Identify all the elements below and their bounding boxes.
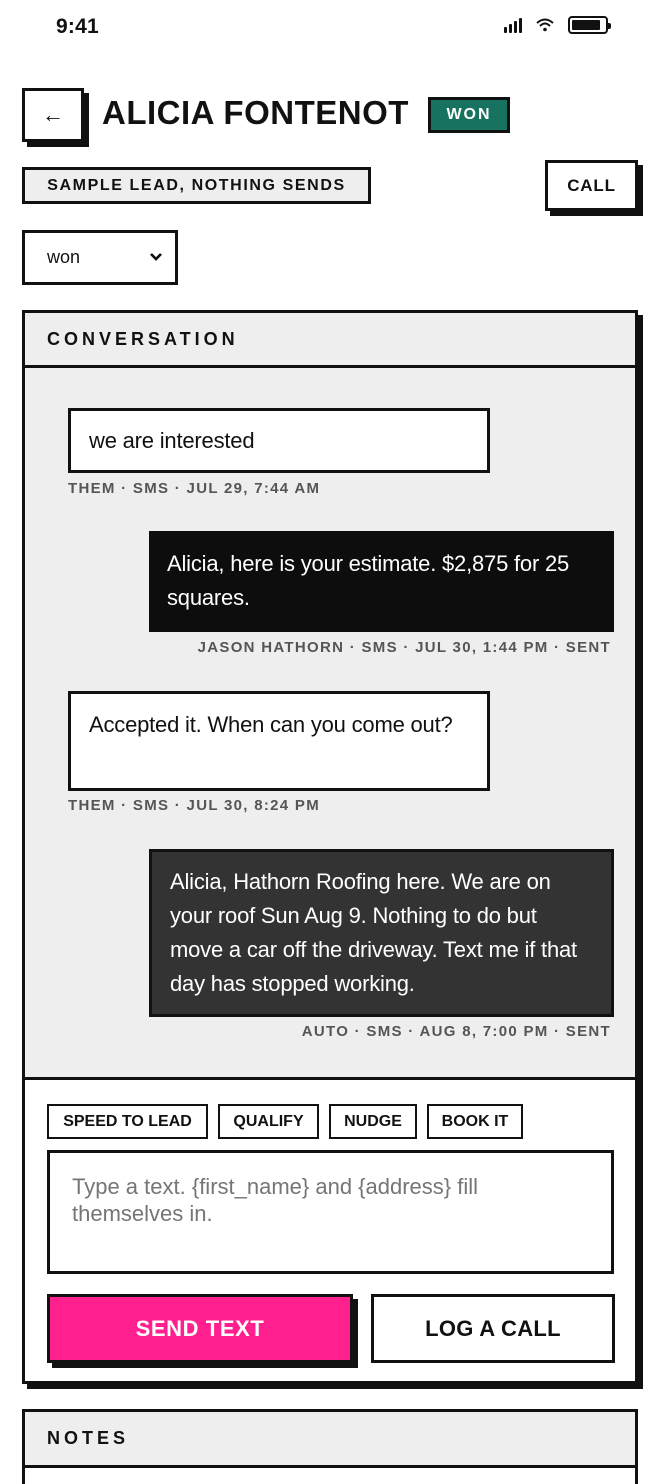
composer	[25, 1077, 635, 1381]
wifi-icon	[536, 18, 554, 32]
message-meta: THEM · SMS · JUL 30, 8:24 PM	[68, 797, 321, 814]
status-bar	[0, 0, 660, 56]
template-chip-nudge[interactable]: NUDGE	[329, 1104, 417, 1139]
chevron-down-icon	[149, 250, 163, 264]
template-chip-speed-to-lead[interactable]: SPEED TO LEAD	[47, 1104, 208, 1139]
incoming-message: we are interested	[68, 408, 490, 473]
message-meta: THEM · SMS · JUL 29, 7:44 AM	[68, 480, 321, 497]
conversation-card	[22, 310, 638, 1384]
template-chip-book-it[interactable]: BOOK IT	[427, 1104, 523, 1139]
signal-icon	[504, 17, 522, 33]
sample-lead-tag: SAMPLE LEAD, NOTHING SENDS	[22, 167, 371, 204]
incoming-message: Accepted it. When can you come out?	[68, 691, 490, 791]
auto-outgoing-message: Alicia, Hathorn Roofing here. We are on your roof Sun Aug 9. Nothing to do but move a car off the driveway. Text me if that day has stopped working.	[149, 849, 614, 1017]
lead-name: ALICIA FONTENOT	[102, 94, 409, 131]
back-button[interactable]: ←	[22, 88, 84, 142]
notes-title: NOTES	[25, 1412, 635, 1468]
status-select-value: won	[47, 247, 81, 267]
template-chip-qualify[interactable]: QUALIFY	[218, 1104, 319, 1139]
send-text-button[interactable]: SEND TEXT	[47, 1294, 353, 1363]
conversation-title: CONVERSATION	[25, 313, 635, 368]
battery-icon	[568, 16, 608, 34]
status-time: 9:41	[56, 15, 99, 38]
status-badge: WON	[428, 97, 510, 133]
message-meta: AUTO · SMS · AUG 8, 7:00 PM · SENT	[301, 1023, 611, 1040]
message-meta: JASON HATHORN · SMS · JUL 30, 1:44 PM · SENT	[197, 639, 611, 656]
log-call-button[interactable]: LOG A CALL	[371, 1294, 615, 1363]
call-button[interactable]: CALL	[545, 160, 638, 211]
message-input[interactable]	[47, 1150, 614, 1274]
outgoing-message: Alicia, here is your estimate. $2,875 for 25 squares.	[149, 531, 614, 632]
notes-card	[22, 1409, 638, 1484]
message-thread[interactable]	[25, 368, 635, 1077]
status-icons	[504, 16, 608, 34]
status-select[interactable]	[22, 230, 178, 285]
